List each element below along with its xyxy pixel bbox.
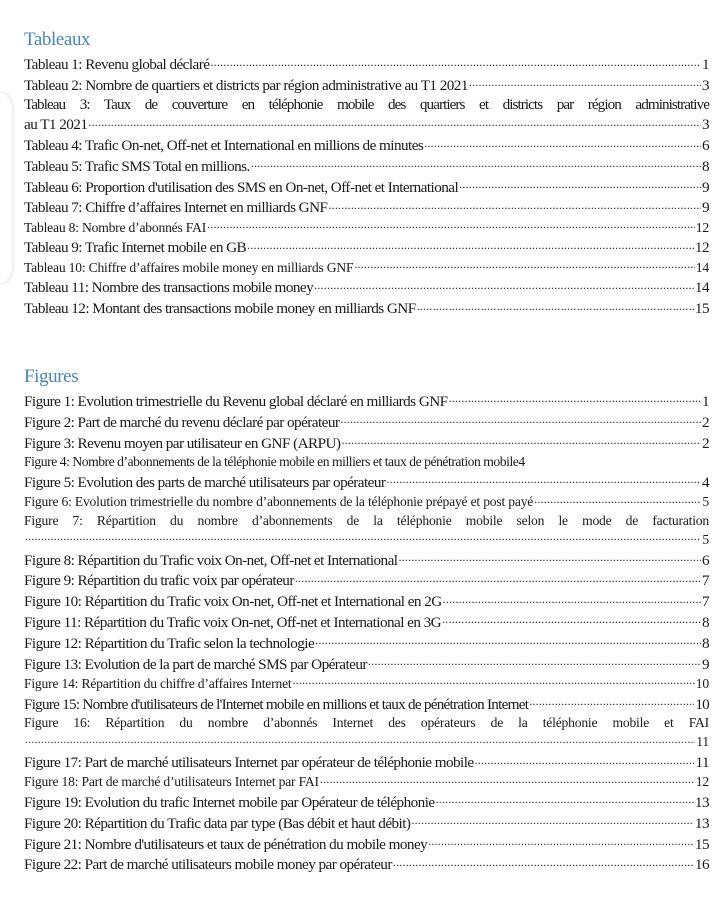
toc-entry-label: Figure 7: Répartition du nombre d’abonnements de la téléphonie mobile selon le mode de facturation bbox=[24, 512, 709, 528]
toc-entry-page: 9 bbox=[701, 199, 709, 217]
toc-entry-label: Figure 19: Evolution du trafic Internet mobile par Opérateur de téléphonie bbox=[24, 794, 435, 812]
toc-entry-label: Figure 22: Part de marché utilisateurs mobile money par opérateur bbox=[24, 856, 392, 874]
dot-leader bbox=[428, 833, 694, 848]
toc-entry-page: 1 bbox=[701, 392, 709, 410]
dot-leader bbox=[320, 773, 695, 787]
toc-entry-label: Tableau 9: Trafic Internet mobile en GB bbox=[24, 239, 247, 257]
dot-leader bbox=[292, 674, 694, 688]
toc-entry-page: 2 bbox=[701, 434, 709, 452]
dot-leader bbox=[315, 633, 701, 648]
toc-entry-label: Tableau 7: Chiffre d’affaires Internet en milliards GNF bbox=[24, 199, 328, 217]
dot-leader bbox=[88, 114, 701, 129]
toc-entry-label: Figure 10: Répartition du Trafic voix On-net, Off-net et International en 2G bbox=[24, 593, 442, 611]
dot-leader bbox=[210, 54, 701, 69]
dot-leader bbox=[251, 156, 701, 171]
toc-entry-tableau-11[interactable] bbox=[24, 277, 709, 298]
toc-entry-page: 1 bbox=[701, 56, 709, 74]
dot-leader bbox=[341, 432, 701, 447]
toc-entry-figure-5[interactable] bbox=[24, 472, 709, 493]
toc-entry-page: 4 bbox=[518, 454, 525, 470]
toc-entry-label: Tableau 5: Trafic SMS Total en millions. bbox=[24, 157, 250, 175]
dot-leader bbox=[411, 813, 694, 828]
toc-entry-label: Figure 16: Répartition du nombre d’abonnés Internet des opérateurs de la téléphonie mobile et FAI bbox=[24, 715, 709, 731]
toc-entry-tableau-2[interactable] bbox=[24, 75, 709, 96]
toc-entry-page: 5 bbox=[702, 531, 709, 547]
toc-entry-page: 15 bbox=[694, 835, 709, 853]
toc-entry-page: 13 bbox=[694, 814, 709, 832]
toc-entry-page: 11 bbox=[695, 754, 709, 772]
toc-entry-label: Tableau 11: Nombre des transactions mobile money bbox=[24, 279, 314, 297]
dot-leader bbox=[247, 237, 694, 252]
toc-entry-label: Figure 3: Revenu moyen par utilisateur en GNF (ARPU) bbox=[24, 434, 341, 452]
dot-leader bbox=[417, 298, 694, 313]
toc-entry-page: 10 bbox=[695, 695, 709, 713]
toc-entry-page: 13 bbox=[694, 794, 709, 812]
toc-entry-figure-19[interactable] bbox=[24, 792, 709, 813]
toc-entry-page: 3 bbox=[701, 76, 709, 94]
toc-entry-page: 10 bbox=[695, 675, 709, 691]
toc-entry-figure-1[interactable] bbox=[24, 391, 709, 412]
dot-leader bbox=[25, 530, 701, 544]
dot-leader bbox=[314, 277, 694, 292]
toc-entry-figure-3[interactable] bbox=[24, 432, 709, 453]
toc-entry-label: Tableau 3: Taux de couverture en téléphonie mobile des quartiers et districts par région administrative bbox=[24, 95, 709, 113]
dot-leader bbox=[449, 391, 701, 406]
toc-entry-page: 6 bbox=[701, 137, 709, 155]
toc-entry-tableau-5[interactable] bbox=[24, 156, 709, 177]
toc-entry-label: Figure 5: Evolution des parts de marché utilisateurs par opérateur bbox=[24, 473, 386, 491]
tables-heading: Tableaux bbox=[24, 29, 91, 50]
dot-leader bbox=[393, 854, 694, 869]
toc-entry-page: 7 bbox=[701, 593, 709, 611]
toc-entry-page: 9 bbox=[701, 655, 709, 673]
toc-entry-figure-16[interactable] bbox=[24, 714, 709, 752]
toc-entry-page: 12 bbox=[695, 219, 709, 235]
toc-entry-page: 16 bbox=[694, 856, 709, 874]
dot-leader bbox=[386, 472, 701, 487]
document-page bbox=[24, 28, 709, 875]
toc-entry-figure-7[interactable] bbox=[24, 512, 709, 550]
dot-leader bbox=[340, 412, 701, 427]
toc-entry-tableau-12[interactable] bbox=[24, 298, 709, 319]
toc-entry-page: 12 bbox=[694, 239, 709, 257]
dot-leader bbox=[368, 653, 701, 668]
toc-entry-label: Tableau 12: Montant des transactions mobile money en milliards GNF bbox=[24, 300, 416, 318]
toc-entry-page: 7 bbox=[701, 572, 709, 590]
toc-entry-label: Figure 11: Répartition du Trafic voix On-net, Off-net et International en 3G bbox=[24, 614, 442, 631]
figures-toc bbox=[24, 391, 709, 875]
toc-entry-tableau-3[interactable] bbox=[24, 96, 709, 135]
dot-leader bbox=[443, 591, 701, 606]
toc-entry-label: Tableau 8: Nombre d’abonnés FAI bbox=[24, 219, 207, 235]
toc-entry-figure-22[interactable] bbox=[24, 854, 709, 875]
toc-entry-figure-4[interactable] bbox=[24, 453, 709, 472]
toc-entry-page: 9 bbox=[701, 178, 709, 196]
toc-entry-figure-2[interactable] bbox=[24, 412, 709, 433]
toc-entry-tableau-9[interactable] bbox=[24, 237, 709, 258]
toc-entry-page: 5 bbox=[702, 494, 709, 510]
toc-entry-figure-8[interactable] bbox=[24, 549, 709, 570]
toc-entry-page: 6 bbox=[701, 551, 709, 569]
toc-entry-tableau-10[interactable] bbox=[24, 258, 709, 277]
toc-entry-tableau-7[interactable] bbox=[24, 197, 709, 218]
toc-entry-figure-9[interactable] bbox=[24, 570, 709, 591]
toc-entry-label: Tableau 6: Proportion d'utilisation des SMS en On-net, Off-net et International bbox=[24, 178, 459, 196]
toc-entry-label: Figure 15: Nombre d'utilisateurs de l'Internet mobile en millions et taux de pénétration Internet bbox=[24, 695, 529, 713]
toc-entry-page: 8 bbox=[701, 614, 709, 631]
toc-entry-label: Figure 18: Part de marché d’utilisateurs Internet par FAI bbox=[24, 774, 319, 790]
toc-entry-page: 14 bbox=[695, 259, 709, 275]
toc-entry-page: 4 bbox=[701, 473, 709, 491]
toc-entry-figure-20[interactable] bbox=[24, 813, 709, 834]
toc-entry-label: Figure 2: Part de marché du revenu déclaré par opérateur bbox=[24, 413, 340, 431]
dot-leader bbox=[25, 733, 695, 747]
dot-leader bbox=[436, 792, 694, 807]
toc-entry-figure-12[interactable] bbox=[24, 633, 709, 654]
toc-entry-page: 3 bbox=[701, 116, 709, 134]
toc-entry-figure-18[interactable] bbox=[24, 773, 709, 792]
toc-entry-figure-14[interactable] bbox=[24, 674, 709, 693]
dot-leader bbox=[529, 693, 694, 708]
dot-leader bbox=[354, 258, 694, 272]
list-of-figures bbox=[24, 365, 709, 875]
dot-leader bbox=[207, 218, 695, 232]
toc-entry-page: 12 bbox=[695, 774, 709, 790]
tables-toc bbox=[24, 54, 709, 319]
dot-leader bbox=[459, 177, 701, 192]
toc-entry-figure-15[interactable] bbox=[24, 693, 709, 714]
toc-entry-label: Figure 17: Part de marché utilisateurs Internet par opérateur de téléphonie mobile bbox=[24, 754, 474, 772]
toc-entry-label-continued: au T1 2021 bbox=[24, 116, 88, 134]
toc-entry-figure-6[interactable] bbox=[24, 493, 709, 512]
toc-entry-figure-21[interactable] bbox=[24, 833, 709, 854]
side-panel-edge bbox=[0, 92, 12, 284]
toc-entry-figure-10[interactable] bbox=[24, 591, 709, 612]
section-spacer bbox=[24, 319, 709, 365]
toc-entry-figure-13[interactable] bbox=[24, 653, 709, 674]
toc-entry-figure-11[interactable] bbox=[24, 612, 709, 633]
toc-entry-tableau-6[interactable] bbox=[24, 177, 709, 198]
dot-leader bbox=[328, 197, 701, 212]
toc-entry-label: Figure 6: Evolution trimestrielle du nombre d’abonnements de la téléphonie prépayé et post payé bbox=[24, 494, 534, 510]
toc-entry-label: Figure 9: Répartition du trafic voix par opérateur bbox=[24, 572, 294, 590]
toc-entry-page: 15 bbox=[694, 300, 709, 318]
toc-entry-label: Figure 4: Nombre d’abonnements de la téléphonie mobile en milliers et taux de pénétration mobile bbox=[24, 454, 519, 470]
list-of-tables bbox=[24, 28, 709, 319]
toc-entry-label: Tableau 1: Revenu global déclaré bbox=[24, 56, 210, 74]
toc-entry-label: Figure 13: Evolution de la part de marché SMS par Opérateur bbox=[24, 655, 367, 673]
dot-leader bbox=[442, 612, 701, 627]
toc-entry-tableau-1[interactable] bbox=[24, 54, 709, 75]
dot-leader bbox=[295, 570, 701, 585]
toc-entry-tableau-4[interactable] bbox=[24, 135, 709, 156]
dot-leader bbox=[424, 135, 701, 150]
toc-entry-label: Figure 8: Répartition du Trafic voix On-net, Off-net et International bbox=[24, 551, 398, 569]
toc-entry-label: Figure 20: Répartition du Trafic data par type (Bas débit et haut débit) bbox=[24, 814, 411, 832]
toc-entry-page: 11 bbox=[696, 734, 709, 750]
toc-entry-label: Figure 21: Nombre d'utilisateurs et taux de pénétration du mobile money bbox=[24, 835, 428, 853]
figures-heading: Figures bbox=[24, 365, 79, 387]
toc-entry-label: Tableau 4: Trafic On-net, Off-net et International en millions de minutes bbox=[24, 137, 424, 155]
dot-leader bbox=[469, 75, 701, 90]
toc-entry-label: Figure 12: Répartition du Trafic selon la technologie bbox=[24, 634, 315, 652]
toc-entry-figure-17[interactable] bbox=[24, 752, 709, 773]
dot-leader bbox=[534, 493, 701, 507]
toc-entry-label: Figure 14: Répartition du chiffre d’affaires Internet bbox=[24, 675, 292, 691]
toc-entry-page: 2 bbox=[701, 413, 709, 431]
toc-entry-label: Figure 1: Evolution trimestrielle du Revenu global déclaré en milliards GNF bbox=[24, 392, 448, 410]
toc-entry-page: 8 bbox=[701, 634, 709, 652]
toc-entry-label: Tableau 10: Chiffre d’affaires mobile money en milliards GNF bbox=[24, 259, 354, 275]
dot-leader bbox=[475, 752, 695, 767]
toc-entry-tableau-8[interactable] bbox=[24, 218, 709, 237]
dot-leader bbox=[398, 549, 701, 564]
toc-entry-page: 14 bbox=[694, 279, 709, 297]
toc-entry-page: 8 bbox=[701, 157, 709, 175]
toc-entry-label: Tableau 2: Nombre de quartiers et districts par région administrative au T1 2021 bbox=[24, 76, 468, 94]
